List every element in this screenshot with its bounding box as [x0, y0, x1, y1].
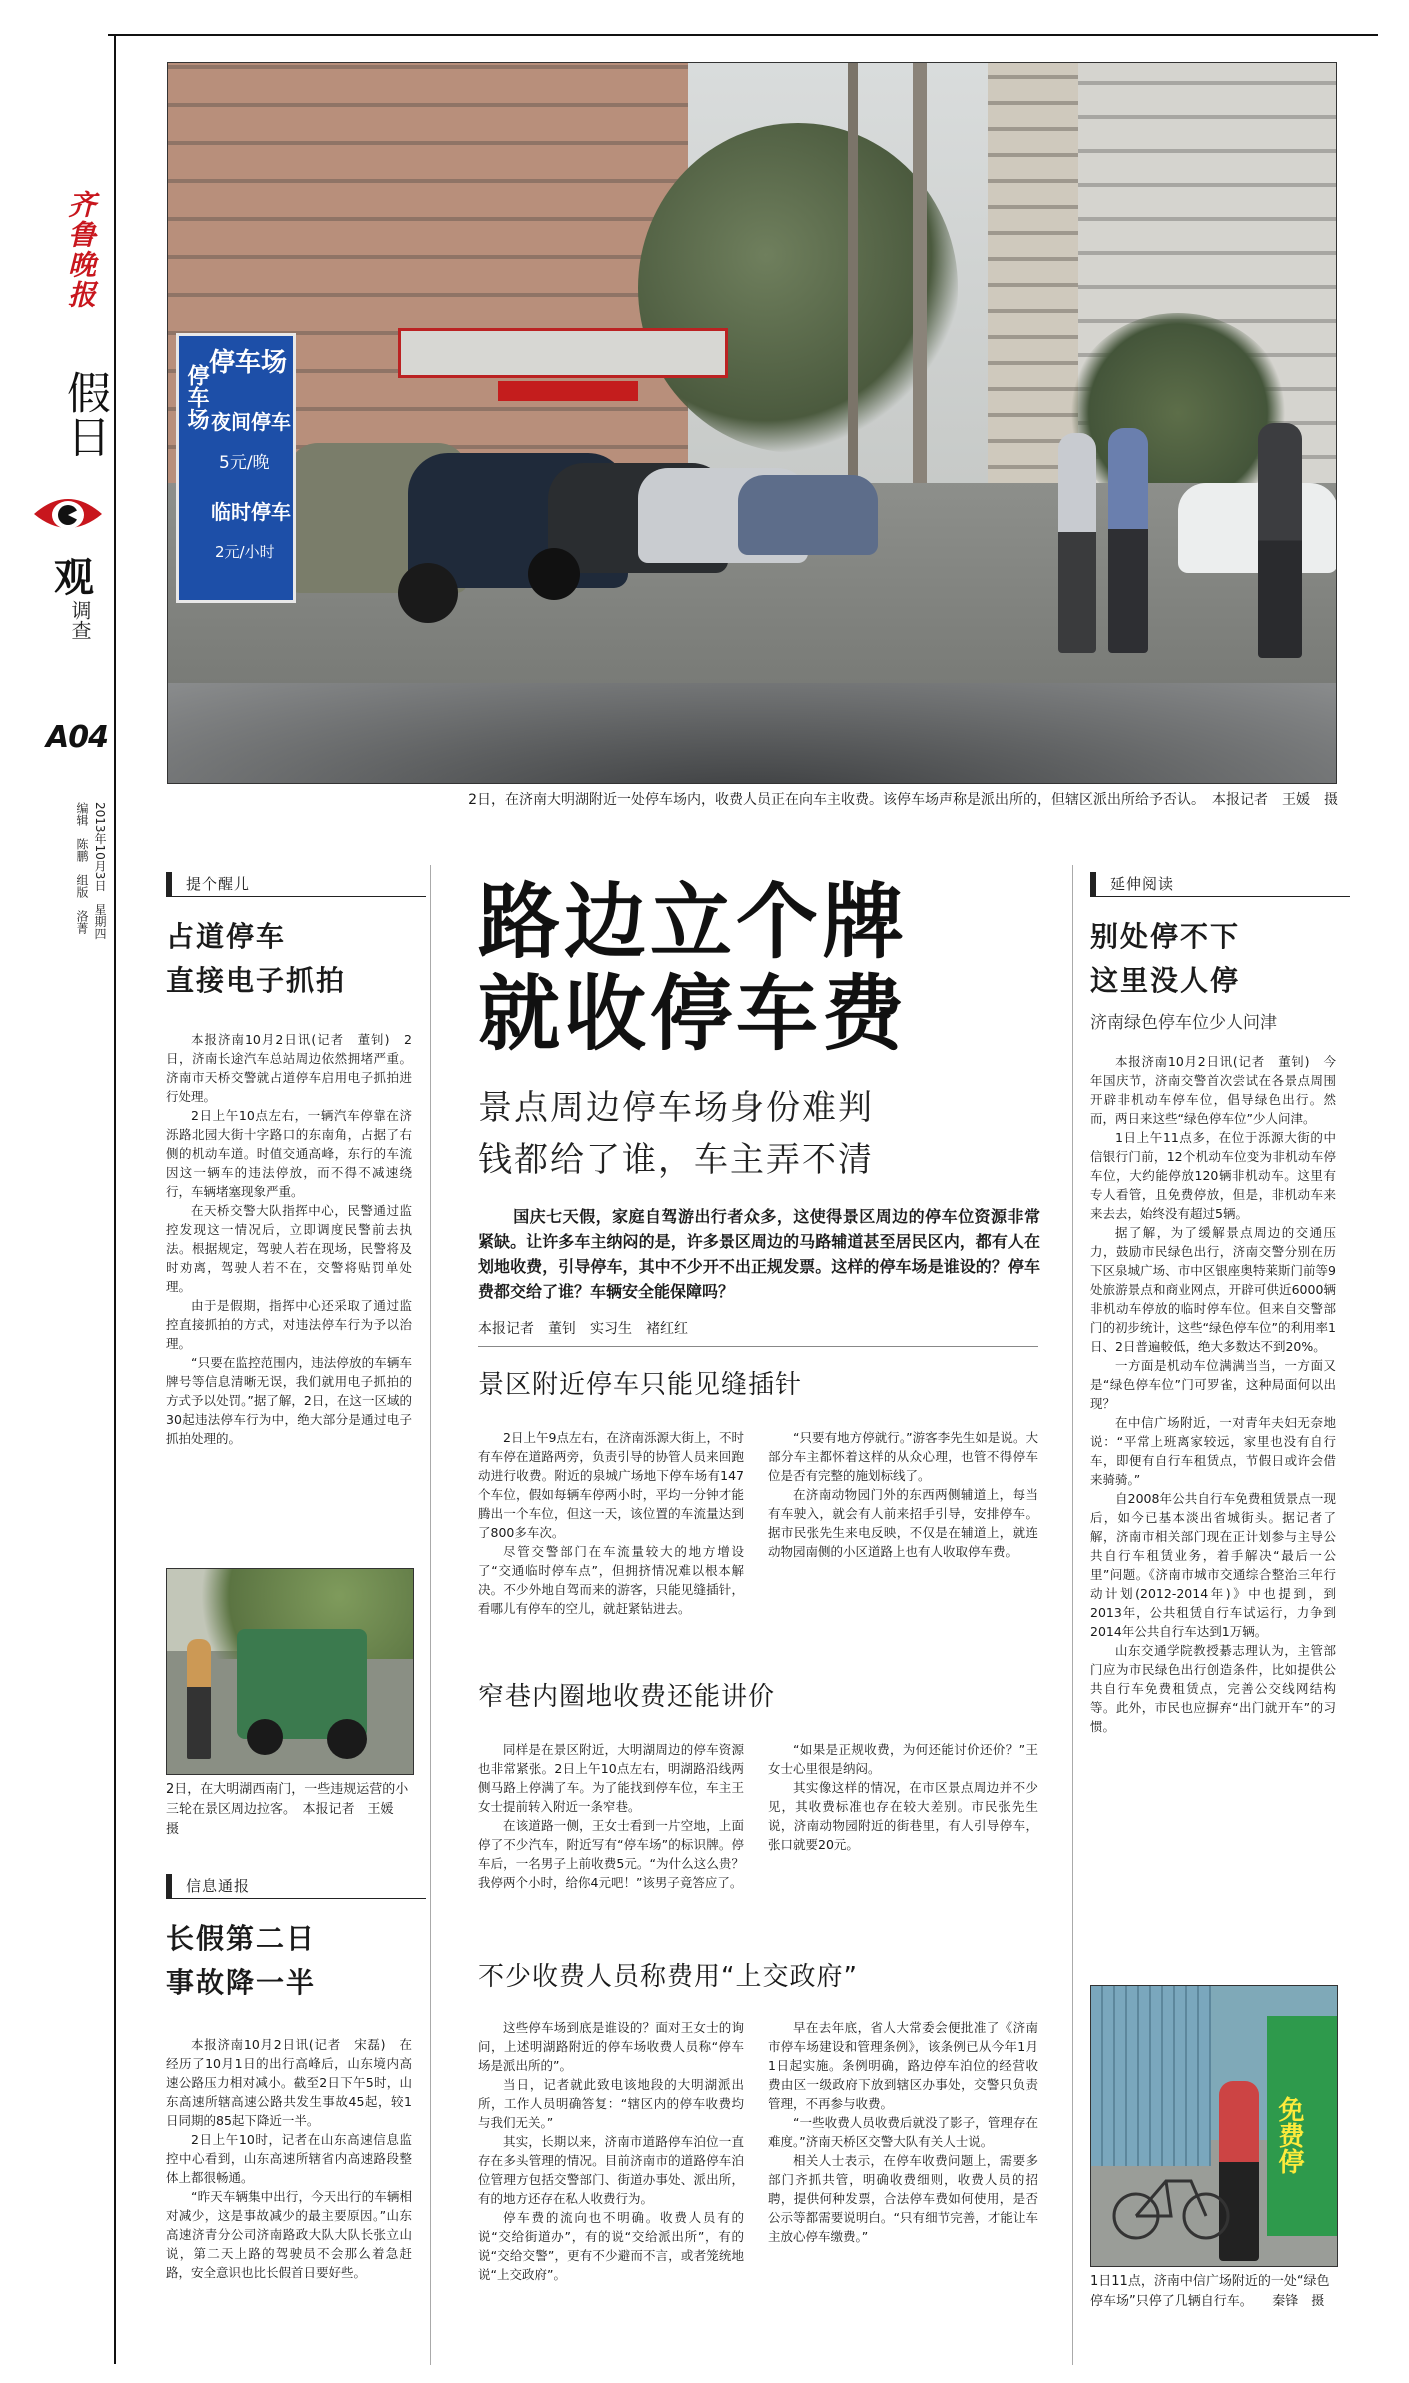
photo-tree — [638, 123, 958, 453]
parking-sign-line4: 2元/小时 — [215, 543, 275, 561]
paragraph: 停车费的流向也不明确。收费人员有的说“交给街道办”，有的说“交给派出所”，有的说“交给交警”，更有不少避而不言，或者笼统地说“上交政府”。 — [478, 2210, 744, 2282]
right-photo-caption: 1日11点，济南中信广场附近的一处“绿色停车场”只停了几辆自行车。 秦锋 摄 — [1090, 2274, 1330, 2309]
column-divider-right — [1072, 865, 1073, 2365]
left-headline-2 — [166, 1917, 426, 2005]
photo-person-3 — [1258, 423, 1302, 658]
section-heading-3: 不少收费人员称费用“上交政府” — [478, 1962, 858, 1992]
parking-sign — [176, 333, 296, 603]
paragraph: 在该道路一侧，王女士看到一片空地，上面停了不少汽车，附近写有“停车场”的标识牌。停车后，一名男子上前收费5元。“为什么这么贵？我停两个小时，给你4元吧！”该男子竟答应了。 — [478, 1818, 744, 1890]
left-photo-wheel-2 — [247, 1719, 283, 1755]
section-title-bottom: 观 — [54, 555, 94, 601]
paragraph: 同样是在景区附近，大明湖周边的停车资源也非常紧张。2日上午10点左右，明湖路沿线两侧马路上停满了车。为了能找到停车位，车主王女士提前转入附近一条窄巷。 — [478, 1742, 744, 1814]
right-headline-line2: 这里没人停 — [1090, 964, 1241, 997]
section-2-col2 — [768, 1740, 1038, 1854]
right-photo-building — [1091, 1986, 1211, 2166]
left-photo — [166, 1568, 414, 1775]
paragraph: 尽管交警部门在车流量较大的地方增设了“交通临时停车点”，但拥挤情况难以根本解决。不少外地自驾而来的游客，只能见缝插针，看哪儿有停车的空儿，就赶紧钻进去。 — [478, 1544, 744, 1616]
paragraph: 山东交通学院教授綦志理认为，主管部门应为市民绿色出行创造条件，比如提供公共自行车免费租赁点，完善公交线网结构等。此外，市民也应摒弃“出门就开车”的习惯。 — [1090, 1643, 1336, 1734]
right-photo-sign-text: 免费停 — [1274, 2096, 1304, 2174]
left-article-1 — [166, 1030, 412, 1448]
section-1-col2 — [768, 1428, 1038, 1561]
paper-name: 齐鲁晚报 — [64, 190, 97, 310]
photo-car-5 — [738, 475, 878, 555]
section-title-top: 假日 — [59, 370, 110, 458]
headline-line1: 路边立个牌 — [478, 874, 909, 970]
subtitle-line1: 景点周边停车场身份难判 — [478, 1088, 874, 1128]
paragraph: “一些收费人员收费后就没了影子，管理存在难度。”济南天桥区交警大队有关人士说。 — [768, 2115, 1038, 2149]
photo-wheel — [398, 563, 458, 623]
left-headline-1 — [166, 915, 426, 1003]
left-headline-1-line2: 直接电子抓拍 — [166, 964, 347, 997]
left-photo-caption: 2日，在大明湖西南门，一些违规运营的小三轮在景区周边拉客。 本报记者 王媛 摄 — [166, 1782, 409, 1837]
right-tag-extended: 延伸阅读 — [1090, 872, 1350, 897]
paragraph: 其实像这样的情况，在市区景点周边并不少见，其收费标准也存在较大差别。市民张先生说，济南动物园附近的街巷里，有人引导停车，张口就要20元。 — [768, 1780, 1038, 1852]
paragraph: “只要有地方停就行。”游客李先生如是说。大部分车主都怀着这样的从众心理，也管不得停车位是否有完整的施划标线了。 — [768, 1430, 1038, 1483]
photo-dashboard — [168, 683, 1336, 783]
page-number: A04 — [46, 720, 108, 755]
paragraph: “只要在监控范围内，违法停放的车辆车牌号等信息清晰无误，我们就用电子抓拍的方式予以处罚。”据了解，2日，在这一区域的30起违法停车行为中，绝大部分是通过电子抓拍处理的。 — [166, 1355, 412, 1446]
paragraph: 本报济南10月2日讯(记者 董钊) 2日，济南长途汽车总站周边依然拥堵严重。济南市天桥交警就占道停车启用电子抓拍进行处理。 — [166, 1032, 412, 1104]
left-tag-info: 信息通报 — [166, 1874, 426, 1899]
paragraph: 本报济南10月2日讯(记者 董钊) 今年国庆节，济南交警首次尝试在各景点周围开辟非机动车停车位，倡导绿色出行。然而，两日来这些“绿色停车位”少人问津。 — [1090, 1054, 1336, 1126]
right-deck: 济南绿色停车位少人问津 — [1090, 1013, 1277, 1033]
photo-person-1 — [1058, 433, 1096, 653]
masthead — [40, 190, 112, 950]
subtitle-line2: 钱都给了谁，车主弄不清 — [478, 1140, 874, 1180]
paragraph: 2日上午10时，记者在山东高速信息监控中心看到，山东高速所辖省内高速路段整体上都很畅通。 — [166, 2132, 412, 2185]
parking-sign-line1: 夜间停车 — [211, 410, 291, 434]
paragraph: 在天桥交警大队指挥中心，民警通过监控发现这一情况后，立即调度民警前去执法。根据规定，驾驶人若在现场，民警将及时劝离，驾驶人若不在，交警将贴罚单处理。 — [166, 1203, 412, 1294]
section-2-col1 — [478, 1740, 744, 1892]
right-article — [1090, 1052, 1336, 1736]
date-line: 2013年10月3日 星期四 — [93, 802, 107, 940]
paragraph: “昨天车辆集中出行，今天出行的车辆相对减少，这是事故减少的最主要原因。”山东高速济青分公司济南路政大队大队长张立山说，第二天上路的驾驶员不会那么着急赶路，安全意识也比长假首日要好些。 — [166, 2189, 412, 2280]
paragraph: 在中信广场附近，一对青年夫妇无奈地说：“平常上班离家较远，家里也没有自行车，即便有自行车租赁点，节假日或许会借来骑骑。” — [1090, 1415, 1336, 1487]
left-headline-2-line2: 事故降一半 — [166, 1966, 317, 1999]
parking-sign-vertical: 停车场 — [184, 364, 209, 430]
paragraph: 一方面是机动车位满满当当，一方面又是“绿色停车位”门可罗雀，这种局面何以出现？ — [1090, 1358, 1336, 1411]
headline-subtitle — [478, 1082, 1058, 1186]
paragraph: 2日上午10点左右，一辆汽车停靠在济泺路北园大街十字路口的东南角，占据了右侧的机动车道。时值交通高峰，东行的车流因这一辆车的违法停放，而不得不减速绕行，车辆堵塞现象严重。 — [166, 1108, 412, 1199]
main-photo-caption: 2日，在济南大明湖附近一处停车场内，收费人员正在向车主收费。该停车场声称是派出所的，但辖区派出所给予否认。 本报记者 王媛 摄 — [468, 792, 1338, 808]
byline: 本报记者 董钊 实习生 褚红红 — [478, 1318, 1038, 1347]
right-headline — [1090, 915, 1340, 1003]
photo-red-banner — [398, 328, 728, 378]
section-3-col1 — [478, 2018, 744, 2284]
right-photo-sign — [1267, 2016, 1337, 2236]
headline-line2: 就收停车费 — [478, 966, 909, 1062]
sub-label: 调查 — [68, 600, 92, 640]
eye-logo-icon — [32, 490, 104, 540]
headline-title — [478, 876, 1038, 1060]
left-tag-reminder: 提个醒儿 — [166, 872, 426, 897]
section-1-col1 — [478, 1428, 744, 1618]
left-headline-2-line1: 长假第二日 — [166, 1922, 317, 1955]
photo-wheel-2 — [528, 548, 580, 600]
left-photo-wheel — [327, 1719, 367, 1759]
section-3-col2 — [768, 2018, 1038, 2246]
main-photo — [167, 62, 1337, 784]
right-headline-line1: 别处停不下 — [1090, 920, 1241, 953]
paragraph: 本报济南10月2日讯(记者 宋磊) 在经历了10月1日的出行高峰后，山东境内高速公路压力相对减小。截至2日下午5时，山东高速所辖高速公路共发生事故45起，较1日同期的85起下降近一半。 — [166, 2037, 412, 2128]
paragraph: 相关人士表示，在停车收费问题上，需要多部门齐抓共管，明确收费细则，收费人员的招聘，提供何种发票，合法停车费如何使用，是否公示等都需要说明白。“只有细节完善，才能让车主放心停车缴费。” — [768, 2153, 1038, 2244]
paragraph: 2日上午9点左右，在济南泺源大街上，不时有车停在道路两旁，负责引导的协管人员来回跑动进行收费。附近的泉城广场地下停车场有147个车位，假如每辆车停两小时，平均一分钟才能腾出一个车位，但这一天，该位置的车流量达到了800多车次。 — [478, 1430, 744, 1540]
bicycle-icon — [1111, 2156, 1231, 2246]
paragraph: 当日，记者就此致电该地段的大明湖派出所，工作人员明确答复：“辖区内的停车收费均与我们无关。” — [478, 2077, 744, 2130]
paragraph: 早在去年底，省人大常委会便批准了《济南市停车场建设和管理条例》，该条例已从今年1月1日起实施。条例明确，路边停车泊位的经营收费由区一级政府下放到辖区办事处，交警只负责管理，不再参与收费。 — [768, 2020, 1038, 2111]
paragraph: 由于是假期，指挥中心还采取了通过监控直接抓拍的方式，对违法停车行为予以治理。 — [166, 1298, 412, 1351]
editors-line: 编辑 陈鹏 组版 洛菁 — [75, 802, 89, 934]
right-photo — [1090, 1985, 1338, 2267]
paragraph: 其实，长期以来，济南市道路停车泊位一直存在多头管理的情况。目前济南市的道路停车泊位管理方包括交警部门、街道办事处、派出所，有的地方还存在私人收费行为。 — [478, 2134, 744, 2206]
paragraph: 1日上午11点多，在位于泺源大街的中信银行门前，12个机动车位变为非机动车停车位，大约能停放120辆非机动车。这里有专人看管，且免费停放，但是，非机动车来来去去，始终没有超过5辆。 — [1090, 1130, 1336, 1221]
top-rule — [108, 34, 1378, 36]
lead-paragraph: 国庆七天假，家庭自驾游出行者众多，这使得景区周边的停车位资源非常紧缺。让许多车主纳闷的是，许多景区周边的马路辅道甚至居民区内，都有人在划地收费，引导停车，其中不少开不出正规发票。这样的停车场是谁设的？停车费都交给了谁？车辆安全能保障吗？ — [478, 1207, 1040, 1301]
paragraph: “如果是正规收费，为何还能讨价还价？”王女士心里很是纳闷。 — [768, 1742, 1038, 1776]
column-divider-left — [430, 865, 431, 2365]
parking-sign-title: 停车场 — [209, 348, 288, 378]
paragraph: 自2008年公共自行车免费租赁景点一现后，如今已基本淡出省城街头。据记者了解，济南市相关部门现在正计划参与主导公共自行车租赁业务，着手解决“最后一公里”问题。《济南市城市交通综合整治三年行动计划(2012-2014年)》中也提到，到2013年，公共租赁自行车试运行，力争到2014年公共自行车达到1万辆。 — [1090, 1491, 1336, 1639]
left-photo-person — [187, 1639, 211, 1759]
parking-sign-line2: 5元/晚 — [219, 453, 270, 473]
section-heading-2: 窄巷内圈地收费还能讲价 — [478, 1682, 776, 1712]
paragraph: 在济南动物园门外的东西两侧辅道上，每当有车驶入，就会有人前来招手引导，安排停车。据市民张先生来电反映，不仅是在辅道上，就连动物园南侧的小区道路上也有人收取停车费。 — [768, 1487, 1038, 1559]
section-heading-1: 景区附近停车只能见缝插针 — [478, 1370, 803, 1400]
photo-red-banner-2 — [498, 381, 638, 401]
paragraph: 据了解，为了缓解景点周边的交通压力，鼓励市民绿色出行，济南交警分别在历下区泉城广场、市中区银座奥特莱斯门前等9处旅游景点和商业网点，开辟可供近6000辆非机动车停放的临时停车位。但来自交警部门的初步统计，这些“绿色停车位”的利用率1日、2日普遍較低，绝大多数达不到20%。 — [1090, 1225, 1336, 1354]
photo-person-2 — [1108, 428, 1148, 653]
left-article-2 — [166, 2035, 412, 2282]
photo-pole-2 — [848, 63, 858, 523]
parking-sign-line3: 临时停车 — [211, 500, 291, 524]
paragraph: 这些停车场到底是谁设的？面对王女士的询问，上述明湖路附近的停车场收费人员称“停车场是派出所的”。 — [478, 2020, 744, 2073]
left-headline-1-line1: 占道停车 — [166, 920, 287, 953]
